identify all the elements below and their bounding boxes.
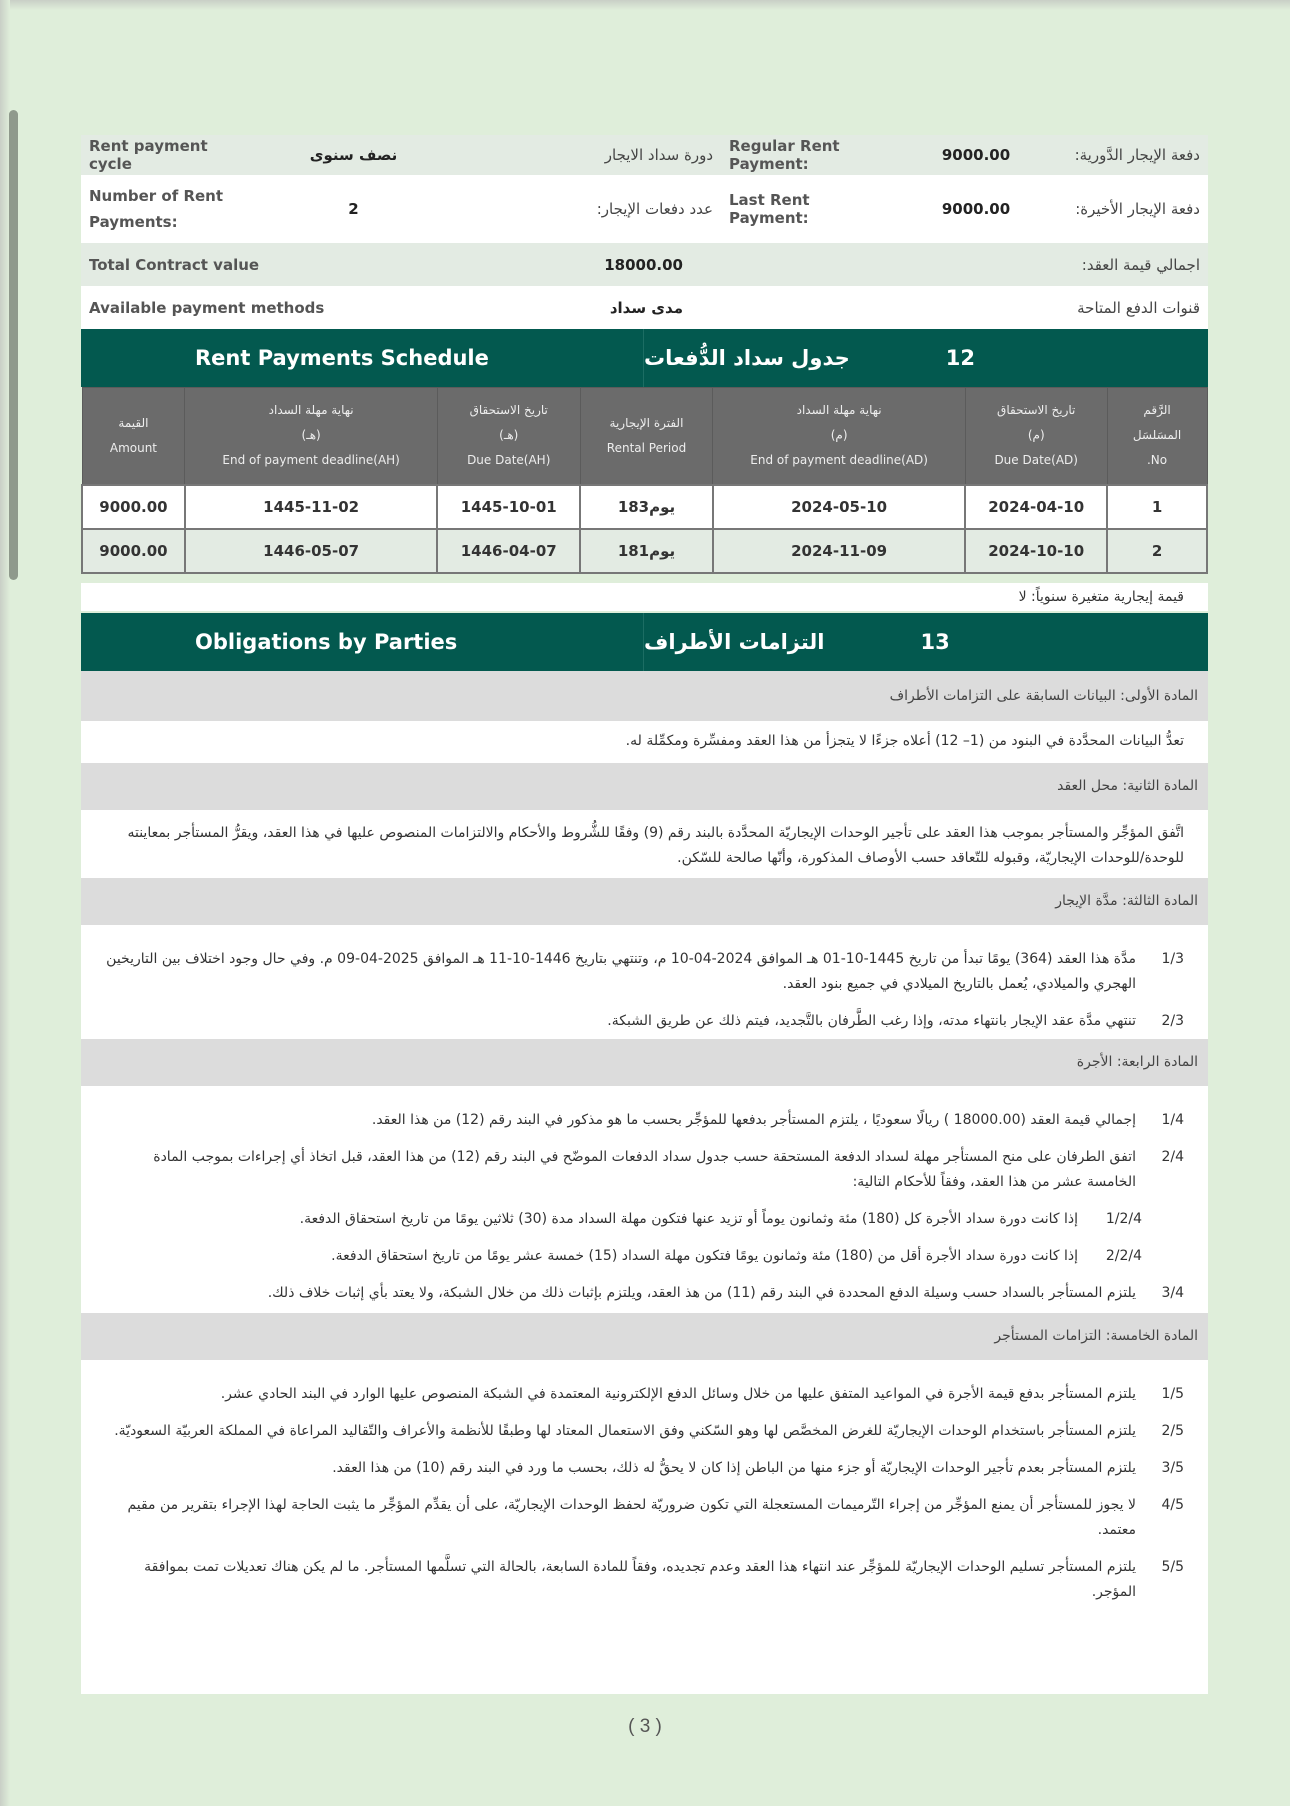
col-end-ad: نهاية مهلة السداد (م) End of payment deadline(AD) <box>713 388 965 485</box>
cell-end-ah: 1445-11-02 <box>185 485 437 529</box>
cell-amount: 9000.00 <box>82 529 185 573</box>
col-amount: القيمة Amount <box>82 388 185 485</box>
article-4-heading: المادة الرابعة: الأجرة <box>81 1039 1208 1086</box>
clause-2-4: 2/4 اتفق الطرفان على منح المستأجر مهلة لسداد الدفعة المستحقة حسب جدول سداد الدفعات الموضّح في البند رقم (12) من هذا العقد، قبل اتخاذ أي إجراءات بموجب المادة الخامسة عشر من هذا العقد، وفقاً للأحكام التالية: <box>153 1148 1184 1190</box>
cell-end-ad: 2024-11-09 <box>713 529 965 573</box>
cell-due-ad: 2024-04-10 <box>965 485 1107 529</box>
cell-due-ah: 1445-10-01 <box>437 485 580 529</box>
cell-due-ah: 1446-04-07 <box>437 529 580 573</box>
article-1-heading: المادة الأولى: البيانات السابقة على التزامات الأطراف <box>81 671 1208 721</box>
clause-2-2-4: 2/2/4 إذا كانت دورة سداد الأجرة أقل من (180) مئة وثمانون يومًا فتكون مهلة السداد (15) خمسة عشر يومًا من تاريخ استحقاق الدفعة. <box>331 1247 1142 1264</box>
rent-cycle-value: نصف سنوى <box>309 146 398 164</box>
window-top-shadow <box>0 0 1290 10</box>
rent-cycle-label-ar: دورة سداد الايجار <box>604 146 713 164</box>
col-due-ad: تاريخ الاستحقاق (م) Due Date(AD) <box>965 388 1107 485</box>
clause-1-3: 1/3 مدَّة هذا العقد (364) يومًا تبدأ من تاريخ 1445-10-01 هـ الموافق 2024-04-10 م، وتنتهي بتاريخ 1446-10-11 هـ الموافق 2025-04-09 م. وفي حال وجود اختلاف بين التاريخين الهجري والميلادي، يُعمل بالتاريخ الميلادي في جميع بنود العقد. <box>106 950 1184 992</box>
article-1-text: تعدُّ البيانات المحدَّدة في البنود من (1– 12) أعلاه جزءًا لا يتجزأ من هذا العقد ومفسِّرة ومكمِّلة له. <box>625 732 1184 749</box>
article-3-heading: المادة الثالثة: مدَّة الإيجار <box>81 878 1208 925</box>
section-12-title-en: Rent Payments Schedule <box>81 329 644 387</box>
rent-cycle-label-en: Rent payment cycle <box>89 137 208 173</box>
article-3-body <box>81 925 1208 1039</box>
summary-row-methods <box>81 286 1208 329</box>
num-payments-label-ar: عدد دفعات الإيجار: <box>596 200 713 218</box>
summary-row-total <box>81 243 1208 286</box>
cell-end-ad: 2024-05-10 <box>713 485 965 529</box>
variable-rent-note: قيمة إيجارية متغيرة سنوياً: لا <box>81 583 1208 611</box>
cell-period: 181يوم <box>580 529 713 573</box>
page-number: ( 3 ) <box>628 1716 662 1737</box>
schedule-header-row <box>82 388 1207 485</box>
section-12-number: 12 <box>945 346 975 370</box>
clause-2-3: 2/3 تنتهي مدَّة عقد الإيجار بانتهاء مدته، وإذا رغب الطَّرفان بالتَّجديد، فيتم ذلك عن طريق الشبكة. <box>607 1012 1184 1029</box>
col-due-ah: تاريخ الاستحقاق (هـ) Due Date(AH) <box>437 388 580 485</box>
cell-amount: 9000.00 <box>82 485 185 529</box>
cell-period: 183يوم <box>580 485 713 529</box>
col-end-ah: نهاية مهلة السداد (هـ) End of payment deadline(AH) <box>185 388 437 485</box>
regular-payment-label-ar: دفعة الإيجار الدَّورية: <box>1074 146 1200 164</box>
contract-page <box>81 135 1208 1694</box>
last-payment-value: 9000.00 <box>941 200 1011 218</box>
table-row <box>82 529 1207 573</box>
col-no: الرَّقم المسَلسَل .No <box>1107 388 1207 485</box>
section-12-title-ar: جدول سداد الدُّفعات <box>644 346 850 370</box>
article-2-heading: المادة الثانية: محل العقد <box>81 763 1208 810</box>
section-13-title-ar: التزامات الأطراف <box>644 629 825 654</box>
last-payment-label-ar: دفعة الإيجار الأخيرة: <box>1075 200 1200 218</box>
regular-payment-value: 9000.00 <box>941 146 1011 164</box>
article-1-body <box>81 721 1208 763</box>
article-5-heading: المادة الخامسة: التزامات المستأجر <box>81 1313 1208 1360</box>
methods-label-ar: قنوات الدفع المتاحة <box>1077 298 1200 317</box>
article-2-text: اتَّفق المؤجِّر والمستأجر بموجب هذا العقد على تأجير الوحدات الإيجاريّة المحدَّدة بالبند رقم (9) وفقًا للشُّروط والأحكام والالتزامات المنصوص عليها في هذا العقد، ويقرُّ المستأجر بمعاينته للوحدة/للوحدات الإيجاريّة، وقبوله للتّعاقد حسب الأوصاف المذكورة، وأنّها صالحة للسّكن. <box>127 824 1184 866</box>
summary-row-cycle <box>81 135 1208 175</box>
article-2-body <box>81 810 1208 878</box>
clause-1-5: 1/5 يلتزم المستأجر بدفع قيمة الأجرة في المواعيد المتفق عليها من خلال وسائل الدفع الإلكترونية المعتمدة في الشبكة المنصوص عليها الوارد في البند الحادي عشر. <box>220 1385 1184 1402</box>
summary-row-count <box>81 175 1208 243</box>
vertical-scrollbar[interactable] <box>9 110 18 580</box>
payments-schedule-table <box>81 387 1208 574</box>
cell-no: 2 <box>1107 529 1207 573</box>
regular-payment-label-en: Regular Rent Payment: <box>729 137 840 173</box>
cell-due-ad: 2024-10-10 <box>965 529 1107 573</box>
clause-2-5: 2/5 يلتزم المستأجر باستخدام الوحدات الإيجاريّة للغرض المخصَّص لها وهو السّكني وفق الاستعمال المعتاد لها وطبقًا للأنظمة والأعراف والتّقاليد المراعاة في المملكة العربيّة السعوديّة. <box>114 1422 1184 1439</box>
num-payments-value: 2 <box>348 200 359 218</box>
article-5-body <box>81 1360 1208 1694</box>
last-payment-label-en: Last Rent Payment: <box>729 191 810 227</box>
clause-1-4: 1/4 إجمالي قيمة العقد (18000.00 ) ريالًا سعوديًا ، يلتزم المستأجر بدفعها للمؤجِّر بحسب ما هو مذكور في البند رقم (12) من هذا العقد. <box>371 1111 1184 1128</box>
num-payments-label-en: Number of Rent Payments: <box>89 187 224 231</box>
section-12-header <box>81 329 1208 387</box>
clause-3-4: 3/4 يلتزم المستأجر بالسداد حسب وسيلة الدفع المحددة في البند رقم (11) من هذ العقد، ويلتزم بإثبات ذلك من خلال الشبكة، ولا يعتد بأي إثبات خلاف ذلك. <box>267 1284 1184 1301</box>
article-4-body <box>81 1086 1208 1313</box>
clause-4-5: 4/5 لا يجوز للمستأجر أن يمنع المؤجِّر من إجراء التّرميمات المستعجلة التي تكون ضروريّة لحفظ الوحدات الإيجاريّة، على أن يقدِّم المؤجِّر ما يثبت الحاجة لهذا الإجراء بتقرير من مقيم معتمد. <box>127 1496 1184 1538</box>
clause-5-5: 5/5 يلتزم المستأجر تسليم الوحدات الإيجاريّة للمؤجِّر عند انتهاء هذا العقد وعدم تجديده، وفقاً للمادة السابعة، بالحالة التي تسلَّمها المستأجر. ما لم يكن هناك تعديلات تمت بموافقة المؤجر. <box>144 1558 1184 1600</box>
total-label-en: Total Contract value <box>89 255 260 274</box>
section-13-title-en: Obligations by Parties <box>81 613 644 671</box>
clause-3-5: 3/5 يلتزم المستأجر بعدم تأجير الوحدات الإيجاريّة أو جزء منها من الباطن إذا كان لا يحقُّ له ذلك، بحسب ما ورد في البند رقم (10) من هذا العقد. <box>332 1459 1184 1476</box>
section-13-header <box>81 613 1208 671</box>
section-13-number: 13 <box>920 629 950 654</box>
cell-no: 1 <box>1107 485 1207 529</box>
clause-1-2-4: 1/2/4 إذا كانت دورة سداد الأجرة كل (180) مئة وثمانون يوماً أو تزيد عنها فتكون مهلة السداد مدة (30) ثلاثين يومًا من تاريخ استحقاق الدفعة. <box>299 1210 1142 1227</box>
table-row <box>82 485 1207 529</box>
col-period: الفترة الإيجارية Rental Period <box>580 388 713 485</box>
cell-end-ah: 1446-05-07 <box>185 529 437 573</box>
total-label-ar: اجمالي قيمة العقد: <box>1081 255 1200 274</box>
methods-label-en: Available payment methods <box>89 298 325 317</box>
total-value: 18000.00 <box>604 255 683 274</box>
methods-value: مدى سداد <box>609 298 683 317</box>
